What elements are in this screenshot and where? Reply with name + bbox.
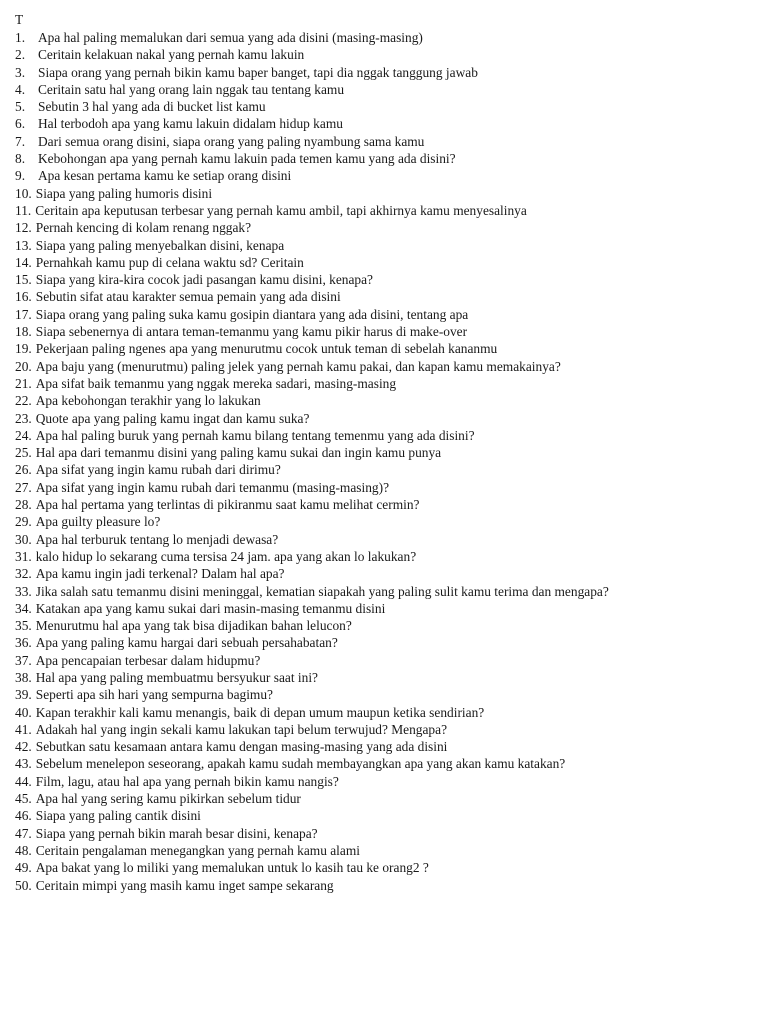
question-item [15, 531, 755, 548]
question-item [15, 392, 755, 409]
question-item [15, 513, 755, 530]
question-text: Apa sifat baik temanmu yang nggak mereka sadari, masing-masing [35, 375, 397, 391]
question-text: Ceritain kelakuan nakal yang pernah kamu lakuin [38, 47, 305, 63]
question-number: 26. [15, 462, 32, 478]
question-number: 38. [15, 669, 32, 685]
question-number: 3. [15, 64, 26, 80]
question-text: Apa kesan pertama kamu ke setiap orang disini [38, 168, 292, 184]
question-text: Siapa yang paling cantik disini [35, 808, 201, 824]
question-item [15, 340, 755, 357]
question-item [15, 29, 755, 46]
question-text: Pekerjaan paling ngenes apa yang menurutmu cocok untuk teman di sebelah kananmu [35, 341, 498, 357]
question-number: 37. [15, 652, 32, 668]
question-item [15, 583, 755, 600]
question-item [15, 634, 755, 651]
question-number: 5. [15, 99, 26, 115]
question-item [15, 219, 755, 236]
question-text: Siapa orang yang pernah bikin kamu baper banget, tapi dia nggak tanggung jawab [38, 64, 478, 80]
question-number: 40. [15, 704, 32, 720]
question-number: 35. [15, 618, 32, 634]
question-item [15, 704, 755, 721]
question-text: Sebutkan satu kesamaan antara kamu dengan masing-masing yang ada disini [35, 739, 448, 755]
question-number: 6. [15, 116, 26, 132]
question-text: Siapa yang paling humoris disini [35, 185, 213, 201]
question-text: Apa hal terburuk tentang lo menjadi dewasa? [35, 531, 279, 547]
question-number: 42. [15, 739, 32, 755]
question-number: 48. [15, 842, 32, 858]
question-number: 49. [15, 860, 32, 876]
document-heading: T [15, 12, 24, 27]
question-number: 32. [15, 566, 32, 582]
question-number: 29. [15, 514, 32, 530]
question-item [15, 773, 755, 790]
question-number: 28. [15, 497, 32, 513]
question-number: 45. [15, 791, 32, 807]
question-number: 33. [15, 583, 32, 599]
question-item [15, 790, 755, 807]
question-item [15, 167, 755, 184]
question-text: Siapa yang pernah bikin marah besar disini, kenapa? [35, 825, 318, 841]
question-item [15, 254, 755, 271]
question-item [15, 807, 755, 824]
question-item [15, 150, 755, 167]
question-text: Adakah hal yang ingin sekali kamu lakukan tapi belum terwujud? Mengapa? [35, 721, 448, 737]
question-item [15, 427, 755, 444]
question-number: 2. [15, 47, 26, 63]
question-number: 14. [15, 254, 32, 270]
question-number: 34. [15, 600, 32, 616]
question-item [15, 444, 755, 461]
question-number: 25. [15, 445, 32, 461]
question-item [15, 306, 755, 323]
question-text: Ceritain apa keputusan terbesar yang pernah kamu ambil, tapi akhirnya kamu menyesalinya [35, 202, 527, 218]
question-text: Siapa orang yang paling suka kamu gosipin diantara yang ada disini, tentang apa [35, 306, 469, 322]
question-item [15, 738, 755, 755]
question-item [15, 323, 755, 340]
question-item [15, 859, 755, 876]
question-number: 44. [15, 773, 32, 789]
question-text: Apa sifat yang ingin kamu rubah dari dirimu? [35, 462, 281, 478]
question-text: Pernahkah kamu pup di celana waktu sd? Ceritain [35, 254, 304, 270]
question-item [15, 617, 755, 634]
question-number: 13. [15, 237, 32, 253]
question-item [15, 133, 755, 150]
question-text: Apa kebohongan terakhir yang lo lakukan [35, 393, 261, 409]
question-number: 8. [15, 151, 26, 167]
question-item [15, 461, 755, 478]
question-item [15, 115, 755, 132]
question-number: 46. [15, 808, 32, 824]
question-text: Apa sifat yang ingin kamu rubah dari temanmu (masing-masing)? [35, 479, 390, 495]
question-item [15, 185, 755, 202]
question-item [15, 842, 755, 859]
question-text: Apa baju yang (menurutmu) paling jelek yang pernah kamu pakai, dan kapan kamu memakainya? [35, 358, 561, 374]
question-item [15, 288, 755, 305]
question-text: Siapa yang kira-kira cocok jadi pasangan kamu disini, kenapa? [35, 272, 374, 288]
question-number: 15. [15, 272, 32, 288]
question-number: 50. [15, 877, 32, 893]
question-text: Ceritain pengalaman menegangkan yang pernah kamu alami [35, 842, 360, 858]
question-text: Siapa sebenernya di antara teman-temanmu yang kamu pikir harus di make-over [35, 324, 468, 340]
question-number: 18. [15, 324, 32, 340]
question-text: Hal terbodoh apa yang kamu lakuin didalam hidup kamu [38, 116, 343, 132]
question-text: Sebelum menelepon seseorang, apakah kamu sudah membayangkan apa yang akan kamu katakan? [35, 756, 566, 772]
question-number: 19. [15, 341, 32, 357]
question-item [15, 825, 755, 842]
question-text: Hal apa yang paling membuatmu bersyukur saat ini? [35, 669, 318, 685]
question-item [15, 600, 755, 617]
question-text: Apa hal paling buruk yang pernah kamu bilang tentang temenmu yang ada disini? [35, 427, 475, 443]
question-text: Kapan terakhir kali kamu menangis, baik di depan umum maupun ketika sendirian? [35, 704, 485, 720]
question-text: kalo hidup lo sekarang cuma tersisa 24 jam. apa yang akan lo lakukan? [35, 548, 417, 564]
question-item [15, 358, 755, 375]
question-number: 43. [15, 756, 32, 772]
question-number: 23. [15, 410, 32, 426]
question-number: 9. [15, 168, 26, 184]
question-item [15, 877, 755, 894]
question-text: Apa hal pertama yang terlintas di pikiranmu saat kamu melihat cermin? [35, 497, 420, 513]
question-number: 31. [15, 548, 32, 564]
question-text: Apa bakat yang lo miliki yang memalukan untuk lo kasih tau ke orang2 ? [35, 860, 429, 876]
question-text: Apa guilty pleasure lo? [35, 514, 161, 530]
question-item [15, 721, 755, 738]
question-item [15, 669, 755, 686]
question-text: Quote apa yang paling kamu ingat dan kamu suka? [35, 410, 310, 426]
question-text: Apa hal paling memalukan dari semua yang ada disini (masing-masing) [38, 30, 423, 45]
question-item [15, 565, 755, 582]
question-item [15, 479, 755, 496]
question-text: Pernah kencing di kolam renang nggak? [35, 220, 252, 236]
question-item [15, 375, 755, 392]
question-text: Hal apa dari temanmu disini yang paling kamu sukai dan ingin kamu punya [35, 445, 442, 461]
question-number: 11. [15, 202, 32, 218]
question-number: 12. [15, 220, 32, 236]
question-item [15, 410, 755, 427]
question-text: Apa yang paling kamu hargai dari sebuah persahabatan? [35, 635, 338, 651]
question-number: 21. [15, 375, 32, 391]
question-text: Ceritain mimpi yang masih kamu inget sampe sekarang [35, 877, 334, 893]
question-text: Seperti apa sih hari yang sempurna bagimu? [35, 687, 273, 703]
question-text: Kebohongan apa yang pernah kamu lakuin pada temen kamu yang ada disini? [38, 151, 456, 167]
question-item [15, 271, 755, 288]
question-item [15, 548, 755, 565]
question-number: 41. [15, 721, 32, 737]
question-number: 39. [15, 687, 32, 703]
question-text: Dari semua orang disini, siapa orang yang paling nyambung sama kamu [38, 133, 425, 149]
question-text: Sebutin 3 hal yang ada di bucket list kamu [38, 99, 266, 115]
question-text: Jika salah satu temanmu disini meninggal, kematian siapakah yang paling sulit kamu terima dan mengapa? [35, 583, 609, 599]
question-number: 30. [15, 531, 32, 547]
question-text: Katakan apa yang kamu sukai dari masin-masing temanmu disini [35, 600, 386, 616]
question-text: Siapa yang paling menyebalkan disini, kenapa [35, 237, 285, 253]
question-text: Menurutmu hal apa yang tak bisa dijadikan bahan lelucon? [35, 618, 352, 634]
question-item [15, 686, 755, 703]
question-number: 27. [15, 479, 32, 495]
question-text: Sebutin sifat atau karakter semua pemain yang ada disini [35, 289, 341, 305]
question-number: 1. [15, 30, 26, 45]
question-number: 24. [15, 427, 32, 443]
question-list [15, 29, 755, 894]
question-item [15, 237, 755, 254]
question-item [15, 496, 755, 513]
question-number: 47. [15, 825, 32, 841]
question-item [15, 64, 755, 81]
question-item [15, 652, 755, 669]
question-text: Film, lagu, atau hal apa yang pernah bikin kamu nangis? [35, 773, 339, 789]
question-number: 7. [15, 133, 26, 149]
question-number: 20. [15, 358, 32, 374]
question-text: Apa hal yang sering kamu pikirkan sebelum tidur [35, 791, 301, 807]
question-item [15, 81, 755, 98]
question-item [15, 202, 755, 219]
question-number: 22. [15, 393, 32, 409]
question-text: Ceritain satu hal yang orang lain nggak tau tentang kamu [38, 81, 345, 97]
question-text: Apa kamu ingin jadi terkenal? Dalam hal apa? [35, 566, 285, 582]
question-number: 16. [15, 289, 32, 305]
question-number: 10. [15, 185, 32, 201]
question-number: 17. [15, 306, 32, 322]
question-item [15, 755, 755, 772]
question-text: Apa pencapaian terbesar dalam hidupmu? [35, 652, 261, 668]
question-number: 36. [15, 635, 32, 651]
question-item [15, 98, 755, 115]
question-number: 4. [15, 81, 26, 97]
question-item [15, 46, 755, 63]
